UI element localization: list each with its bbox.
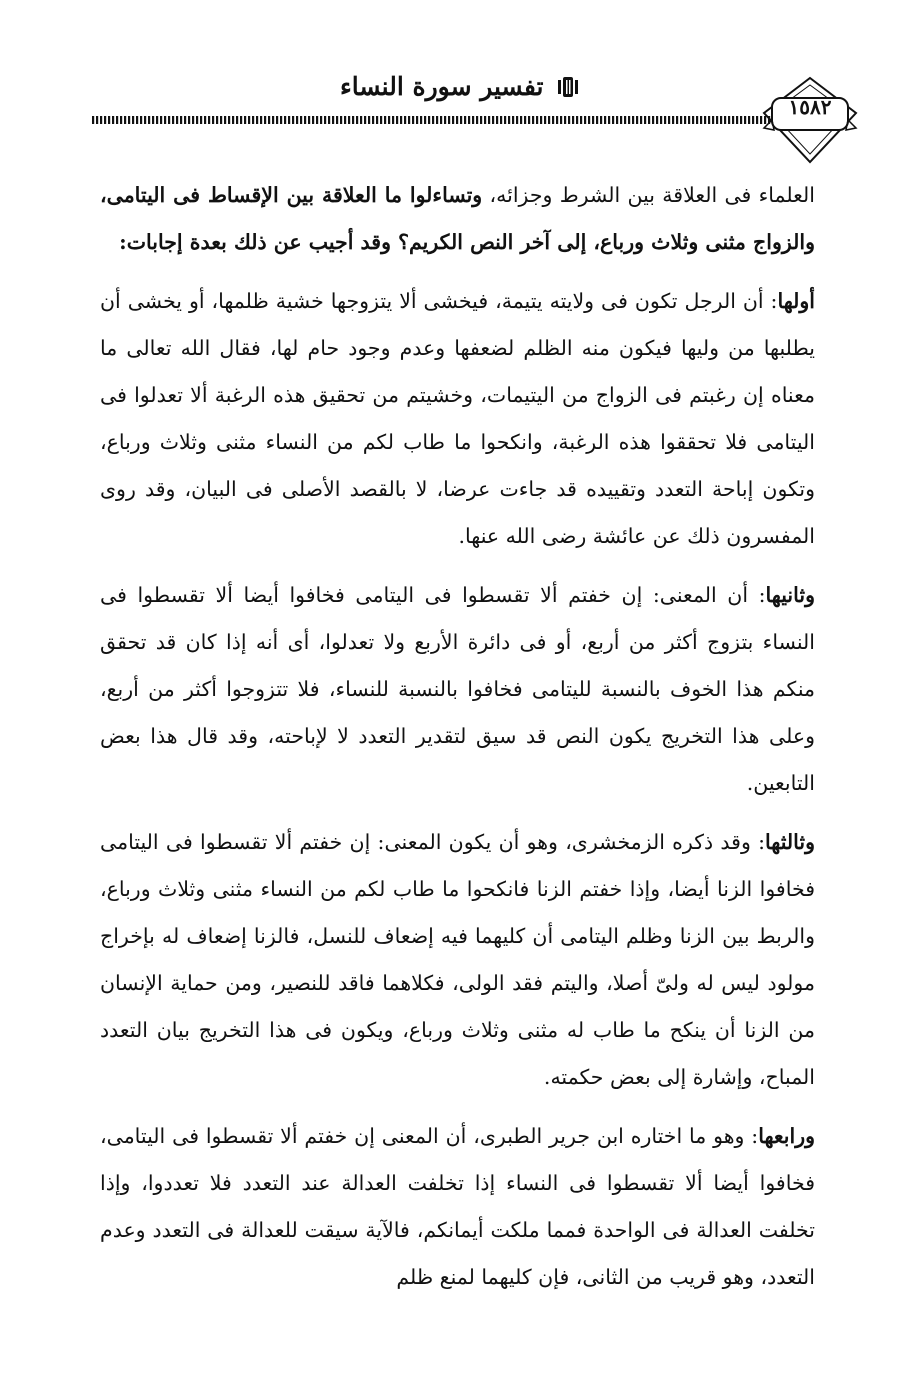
running-head [340, 72, 579, 101]
answer-lead: أولها [777, 289, 815, 313]
book-title: تفسير سورة النساء [340, 72, 544, 101]
page-badge-frame [760, 76, 860, 164]
intro-question: وتساءلوا ما العلاقة بين الإقساط فى اليتامى، والزواج مثنى وثلاث ورباع، إلى آخر النص الكريم؟ وقد أجيب عن ذلك بعدة إجابات: [100, 183, 815, 254]
answer-paragraph-2 [100, 572, 815, 807]
answer-text: : أن المعنى: إن خفتم ألا تقسطوا فى اليتامى فخافوا أيضا ألا تقسطوا فى النساء بتزوج أكثر من أربع، أو فى دائرة الأربع ولا تعدلوا، أى أنه إذا كان قد تحقق منكم هذا الخوف بالنسبة لليتامى فخافوا بالنسبة للنساء، فلا تتزوجوا أكثر من أربع، وعلى هذا التخريج يكون النص قد سيق لتقدير التعدد لا لإباحته، وقد قال هذا بعض التابعين. [100, 583, 815, 795]
answer-paragraph-1 [100, 278, 815, 560]
answer-text: : وهو ما اختاره ابن جرير الطبرى، أن المعنى إن خفتم ألا تقسطوا فى اليتامى، فخافوا أيضا ألا تقسطوا فى النساء إذا تخلفت العدالة عند التعدد فلا تعددوا، وإذا تخلفت العدالة فى الواحدة فمما ملكت أيمانكم، فالآية سيقت للعدالة فى التعدد وعدم التعدد، وهو قريب من الثانى، فإن كليهما لمنع ظلم [100, 1124, 815, 1289]
page-header [0, 0, 920, 170]
page-number: ١٥٨٢ [788, 95, 832, 119]
page-body [100, 172, 815, 1301]
intro-text: العلماء فى العلاقة بين الشرط وجزائه، [482, 183, 815, 207]
ornament-icon [557, 75, 579, 99]
answer-text: : وقد ذكره الزمخشرى، وهو أن يكون المعنى: إن خفتم ألا تقسطوا فى اليتامى فخافوا الزنا أيضا، وإذا خفتم الزنا فانكحوا ما طاب لكم من النساء مثنى وثلاث ورباع، والربط بين الزنا وظلم اليتامى أن كليهما فيه إضعاف للنسل، فالزنا إضعاف له بإخراج مولود ليس له ولىّ أصلا، واليتم فقد الولى، فكلاهما فاقد للنصير، ومن حماية الإنسان من الزنا أن ينكح ما طاب له مثنى وثلاث ورباع، ويكون فى هذا التخريج بيان التعدد المباح، وإشارة إلى بعض حكمته. [100, 830, 815, 1089]
answer-paragraph-4 [100, 1113, 815, 1301]
answer-lead: وثانيها [765, 583, 815, 607]
intro-paragraph [100, 172, 815, 266]
answer-lead: وثالثها [765, 830, 815, 854]
answer-paragraph-3 [100, 819, 815, 1101]
answer-text: : أن الرجل تكون فى ولايته يتيمة، فيخشى ألا يتزوجها خشية ظلمها، أو يخشى أن يطلبها من وليها فيكون منه الظلم لضعفها وعدم وجود حام لها، فقال الله تعالى ما معناه إن رغبتم فى الزواج من اليتيمات، وخشيتم من تحقيق هذه الرغبة ألا تعدلوا فى اليتامى فلا تحققوا هذه الرغبة، وانكحوا ما طاب لكم من النساء مثنى وثلاث ورباع، وتكون إباحة التعدد وتقييده قد جاءت عرضا، لا بالقصد الأصلى فى البيان، وقد روى المفسرون ذلك عن عائشة رضى الله عنها. [100, 289, 815, 548]
header-rule [92, 116, 784, 124]
answer-lead: ورابعها [758, 1124, 815, 1148]
